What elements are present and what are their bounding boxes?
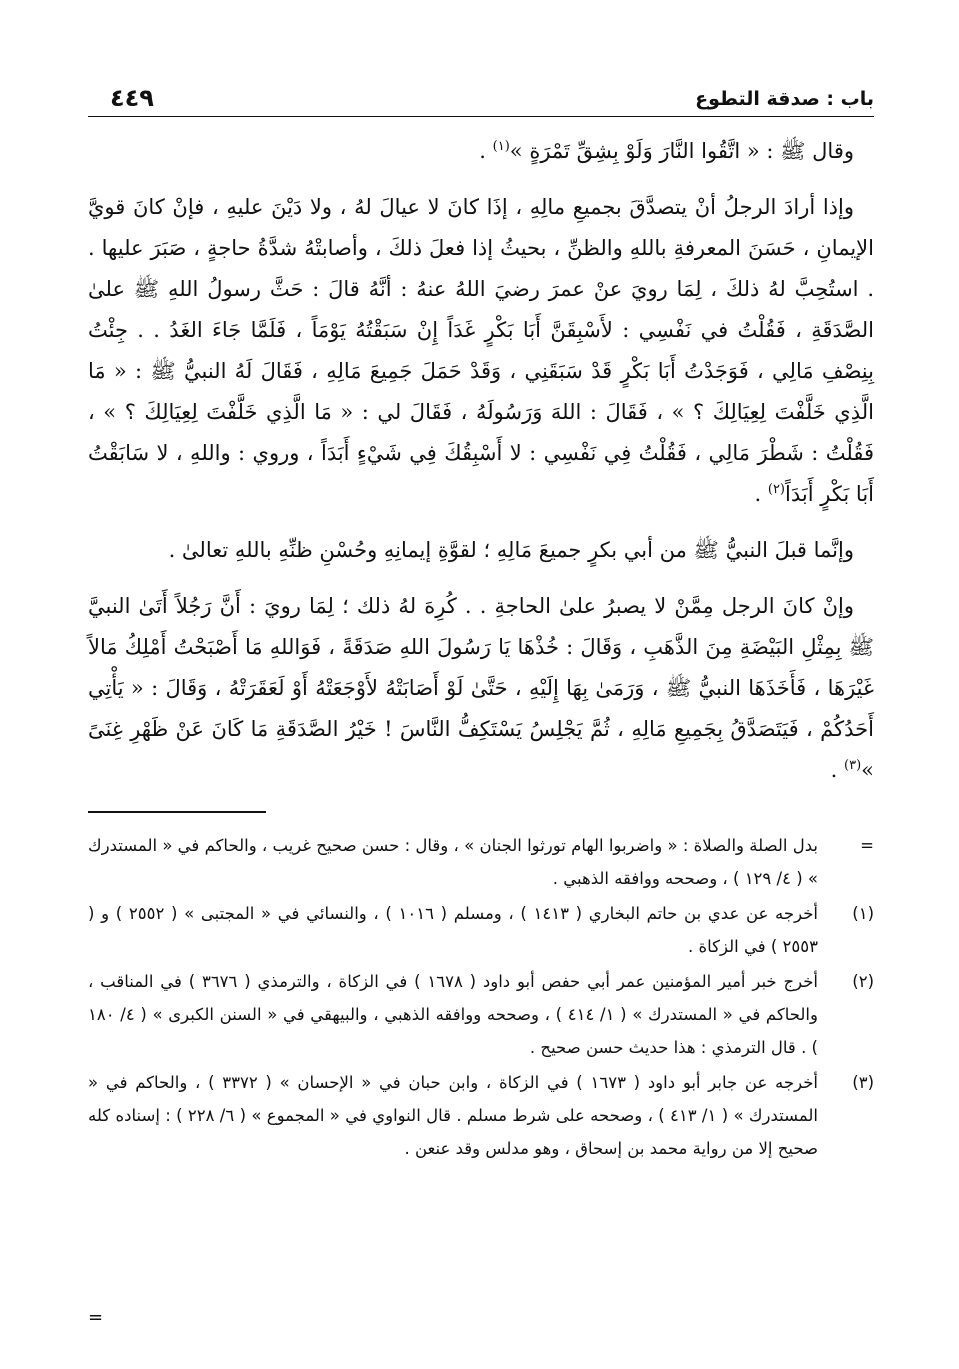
footnote-text: أخرجه عن جابر أبو داود ( ١٦٧٣ ) في الزكاة ، وابن حبان في « الإحسان » ( ٣٣٧٢ ) ، والحاكم في « المستدرك » ( ١/ ٤١٣ ) ، وصححه على شرط مسلم . قال النواوي في « المجموع » ( ٦/ ٢٢٨ ) : إسناده كله صحيح إلا من رواية محمد بن إسحاق ، وهو مدلس وقد عنعن . bbox=[88, 1073, 818, 1158]
footnote bbox=[88, 1066, 874, 1165]
main-text bbox=[88, 131, 874, 791]
paragraph-text: وإنْ كانَ الرجل مِمَّنْ لا يصبرُ علىٰ الحاجةِ . . كُرِهَ لهُ ذلك ؛ لِمَا رويَ : أَنَّ رَجُلاً أَتَىٰ النبيَّ ﷺ بِمِثْلِ البَيْضَةِ مِنَ الذَّهَبِ ، وَقَالَ : خُذْهَا يَا رَسُولَ اللهِ صَدَقَةً ، فَوَاللهِ مَا أَصْبَحْتُ أَمْلِكُ مَالاً غَيْرَهَا ، فَأَخَذَهَا النبيُّ ﷺ ، وَرَمَىٰ بِهَا إِلَيْهِ ، حَتَّىٰ لَوْ أَصَابَتْهُ لأَوْجَعَتْهُ أَوْ لَعَقَرَتْهُ ، وَقَالَ : « يَأْتِي أَحَدُكُمْ ، فَيَتَصَدَّقُ بِجَمِيعِ مَالِهِ ، ثُمَّ يَجْلِسُ يَسْتَكِفُّ النَّاسَ ! خَيْرُ الصَّدَقَةِ مَا كَانَ عَنْ ظَهْرِ غِنَىً » bbox=[88, 594, 874, 782]
footnote-number: (١) bbox=[852, 904, 874, 923]
page-number: ٤٤٩ bbox=[110, 84, 154, 112]
paragraph-tail: . bbox=[830, 758, 844, 782]
footnote-text: أخرج خبر أمير المؤمنين عمر أبي حفص أبو داود ( ١٦٧٨ ) في الزكاة ، والترمذي ( ٣٦٧٦ ) في المناقب ، والحاكم في « المستدرك » ( ١/ ٤١٤ ) ، وصححه ووافقه الذهبي ، والبيهقي في « السنن الكبرى » ( ٤/ ١٨٠ ) . قال الترمذي : هذا حديث حسن صحيح . bbox=[88, 972, 818, 1057]
footnote-ref: (٢) bbox=[767, 482, 785, 497]
footnote-number: = bbox=[860, 836, 874, 855]
footnote bbox=[88, 965, 874, 1064]
paragraph bbox=[88, 530, 874, 571]
footnotes bbox=[88, 829, 874, 1165]
footnote bbox=[88, 897, 874, 963]
paragraph bbox=[88, 187, 874, 515]
running-title: باب : صدقة التطوع bbox=[695, 88, 874, 110]
continuation-mark: = bbox=[88, 1307, 104, 1328]
footnote bbox=[88, 829, 874, 895]
paragraph bbox=[88, 586, 874, 791]
paragraph-tail: . bbox=[754, 482, 768, 506]
paragraph bbox=[88, 131, 874, 172]
footnote-ref: (١) bbox=[492, 139, 510, 154]
paragraph-text: وإنَّما قبلَ النبيُّ ﷺ من أبي بكرٍ جميعَ مَالِهِ ؛ لقوَّةِ إيمانِهِ وحُسْنِ ظنِّهِ باللهِ تعالىٰ . bbox=[168, 538, 854, 562]
footnote-number: (٣) bbox=[852, 1073, 874, 1092]
footnote-ref: (٣) bbox=[844, 758, 862, 773]
footnote-text: أخرجه عن عدي بن حاتم البخاري ( ١٤١٣ ) ، ومسلم ( ١٠١٦ ) ، والنسائي في « المجتبى » ( ٢٥٥٢ ) و ( ٢٥٥٣ ) في الزكاة . bbox=[88, 904, 818, 956]
footnote-text: بدل الصلة والصلاة : « واضربوا الهام تورثوا الجنان » ، وقال : حسن صحيح غريب ، والحاكم في « المستدرك » ( ٤/ ١٢٩ ) ، وصححه ووافقه الذهبي . bbox=[88, 836, 818, 888]
paragraph-tail: . bbox=[479, 139, 493, 163]
page bbox=[88, 78, 874, 1328]
paragraph-text: وقال ﷺ : « اتَّقُوا النَّارَ وَلَوْ بِشِقِّ تَمْرَةٍ » bbox=[509, 139, 854, 163]
page-header bbox=[88, 78, 874, 117]
paragraph-text: وإذا أرادَ الرجلُ أنْ يتصدَّقَ بجميعِ مالِهِ ، إذَا كانَ لا عيالَ لهُ ، ولا دَيْنَ عليهِ ، فإنْ كانَ قويَّ الإيمانِ ، حَسَنَ المعرفةِ باللهِ والظنِّ ، بحيثُ إذا فعلَ ذلكَ ، وأصابتْهُ شدَّةُ حاجةٍ ، صَبَرَ عليها . . استُحِبَّ لهُ ذلكَ ، لِمَا رويَ عنْ عمرَ رضيَ اللهُ عنهُ : أنَّهُ قالَ : حَثَّ رسولُ اللهِ ﷺ علىٰ الصَّدَقَةِ ، فَقُلْتُ في نَفْسِي : لأَسْبِقَنَّ أَبَا بَكْرٍ غَدَاً إِنْ سَبَقْتُهُ يَوْمَاً ، فَلَمَّا جَاءَ الغَدُ . . جِئْتُ بِنِصْفِ مَالِي ، فَوَجَدْتُ أَبَا بَكْرٍ قَدْ سَبَقَنِي ، وَقَدْ حَمَلَ جَمِيعَ مَالِهِ ، فَقَالَ لَهُ النبيُّ ﷺ : « مَا الَّذِي خَلَّفْتَ لِعِيَالِكَ ؟ » ، فَقَالَ : اللهَ وَرَسُولَهُ ، فَقَالَ لي : « مَا الَّذِي خَلَّفْتَ لِعِيَالِكَ ؟ » ، فَقُلْتُ : شَطْرَ مَالِي ، فَقُلْتُ فِي نَفْسِي : لا أَسْبِقُكَ فِي شَيْءٍ أَبَدَاً ، وروي : واللهِ ، لا سَابَقْتُ أَبَا بَكْرٍ أَبَدَاً bbox=[88, 195, 874, 506]
footnote-number: (٢) bbox=[852, 972, 874, 991]
footnote-divider bbox=[88, 811, 266, 813]
